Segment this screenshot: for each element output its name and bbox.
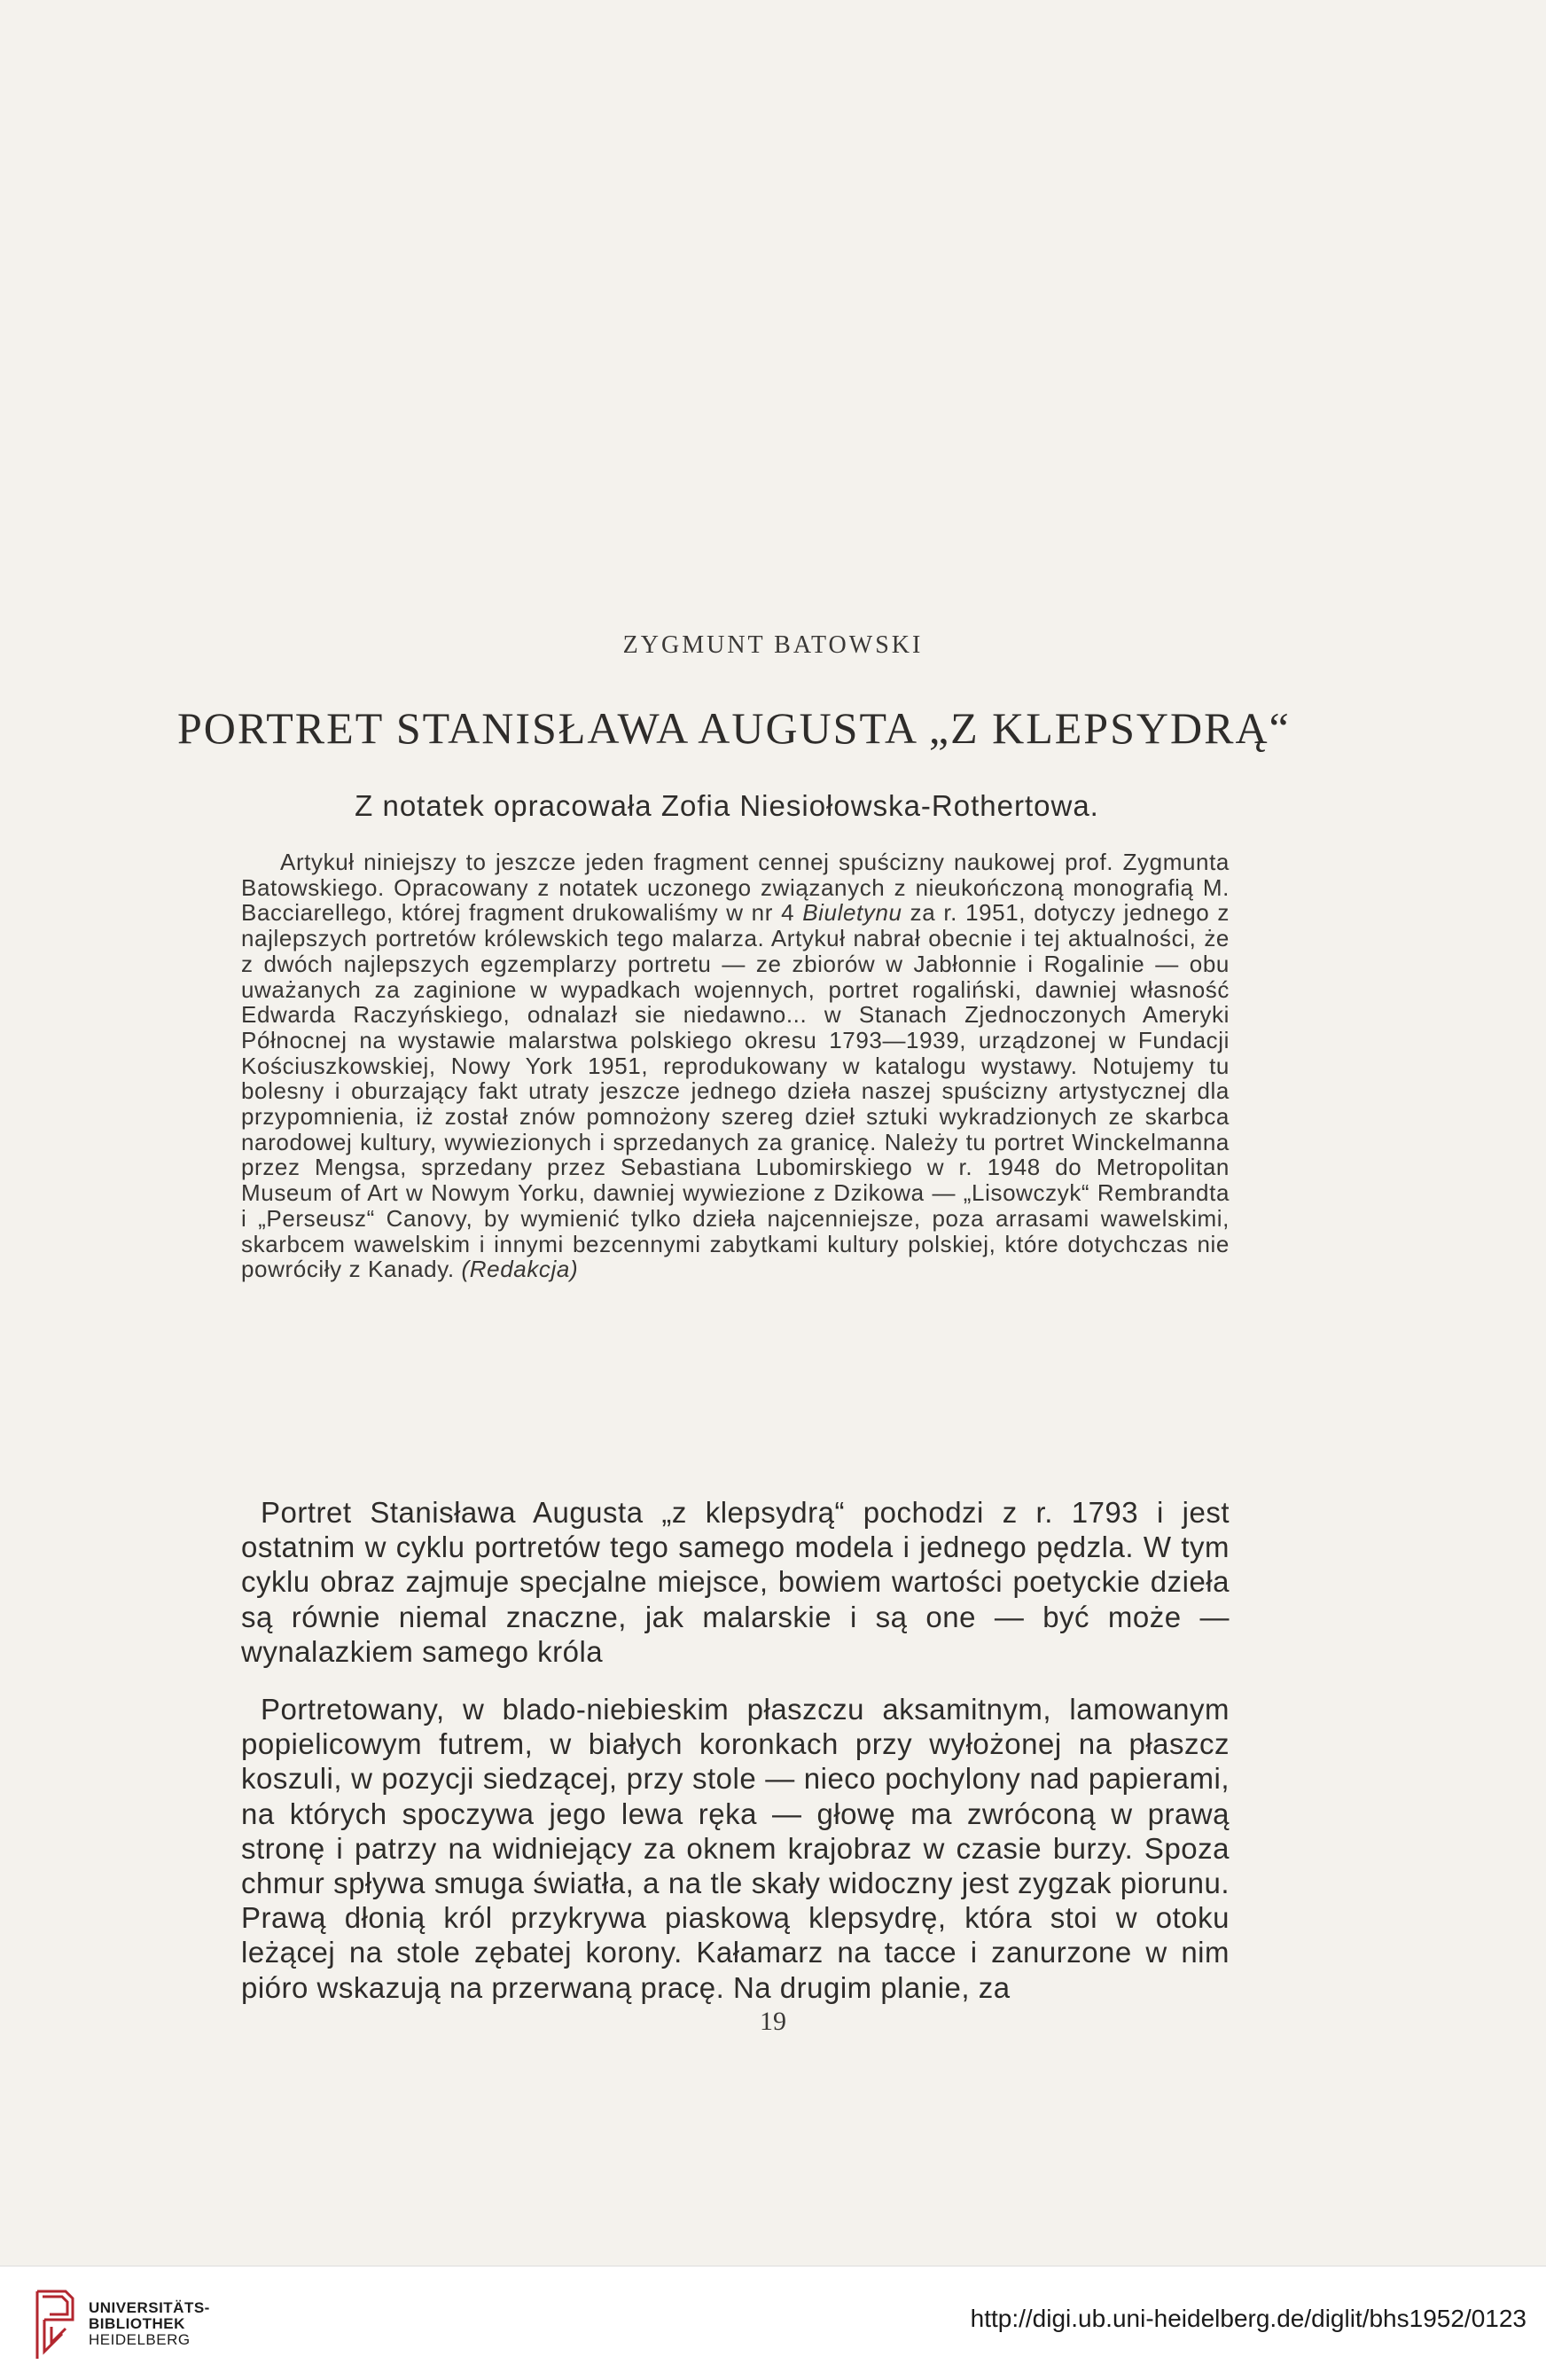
- journal-name: Biuletynu: [802, 899, 902, 927]
- library-name-line2: BIBLIOTHEK: [89, 2315, 185, 2332]
- article-subtitle: Z notatek opracowała Zofia Niesiołowska-Rothertowa.: [355, 789, 1099, 822]
- library-name-line3: HEIDELBERG: [89, 2331, 191, 2348]
- article-body: [241, 1495, 1230, 2005]
- library-logo-icon: [30, 2284, 83, 2364]
- editorial-signature: (Redakcja): [461, 1256, 579, 1283]
- page-number: 19: [760, 2007, 786, 2036]
- body-paragraph-2: Portretowany, w blado-niebieskim płaszczu aksamitnym, lamowanym popielicowym futrem, w białych koronkach przy wyłożonej na płaszcz koszuli, w pozycji siedzącej, przy stole — nieco pochylony nad papierami, na których spoczywa jego lewa ręka — głowę ma zwróconą w prawą stronę i patrzy na widniejący za oknem krajobraz w czasie burzy. Spoza chmur spływa smuga światła, a na tle skały widoczny jest zygzak piorunu. Prawą dłonią król przykrywa piaskową klepsydrę, która stoi w otoku leżącej na stole zębatej korony. Kałamarz na tacce i zanurzone w nim pióro wskazują na przerwaną pracę. Na drugim planie, za: [241, 1693, 1230, 2004]
- library-name: [89, 2300, 210, 2348]
- footer-bar: [0, 2266, 1546, 2380]
- editorial-paragraph: [241, 849, 1230, 1282]
- editorial-text-part1: Artykuł niniejszy to jeszcze jeden fragment cennej spuścizny naukowej prof. Zygmunta Batowskiego. Opracowany z notatek uczonego związanych z nieukończoną monografią M. Bacciarellego, której fragment drukowaliśmy w nr 4: [241, 849, 1230, 927]
- author-name: ZYGMUNT BATOWSKI: [622, 631, 924, 659]
- editorial-note: [241, 849, 1230, 1282]
- editorial-text-part2: za r. 1951, dotyczy jednego z najlepszych portretów królewskich tego malarza. Artykuł nabrał obecnie i tej aktualności, że z dwóch najlepszych egzemplarzy portretu — ze zbiorów w Jabłonnie i Rogalinie — obu uważanych za zaginione w wypadkach wojennych, portret rogaliński, dawniej własność Edwarda Raczyńskiego, odnalazł sie niedawno... w Stanach Zjednoczonych Ameryki Północnej na wystawie malarstwa polskiego okresu 1793—1939, urządzonej w Fundacji Kościuszkowskiej, Nowy York 1951, reprodukowany w katalogu wystawy. Notujemy tu bolesny i oburzający fakt utraty jeszcze jednego dzieła naszej spuścizny artystycznej dla przypomnienia, iż został znów pomnożony szereg dzieł sztuki wykradzionych ze skarbca narodowej kultury, wywiezionych i sprzedanych za granicę. Należy tu portret Winckelmanna przez Mengsa, sprzedany przez Sebastiana Lubomirskiego w r. 1948 do Metropolitan Museum of Art w Nowym Yorku, dawniej wywiezione z Dzikowa — „Lisowczyk“ Rembrandta i „Perseusz“ Canovy, by wymienić tylko dzieła najcenniejsze, poza arrasami wawelskimi, skarbcem wawelskim i innymi bezcennymi zabytkami kultury polskiej, które dotychczas nie powróciły z Kanady.: [241, 899, 1230, 1283]
- body-paragraph-1: Portret Stanisława Augusta „z klepsydrą“ pochodzi z r. 1793 i jest ostatnim w cyklu portretów tego samego modela i jednego pędzla. W tym cyklu obraz zajmuje specjalne miejsce, bowiem wartości poetyckie dzieła są równie niemal znaczne, jak malarskie i są one — być może — wynalazkiem samego króla: [241, 1496, 1230, 1668]
- article-title: PORTRET STANISŁAWA AUGUSTA „Z KLEPSYDRĄ“: [177, 703, 1291, 753]
- library-name-line1: UNIVERSITÄTS-: [89, 2299, 210, 2316]
- source-url[interactable]: http://digi.ub.uni-heidelberg.de/diglit/bhs1952/0123: [970, 2305, 1526, 2332]
